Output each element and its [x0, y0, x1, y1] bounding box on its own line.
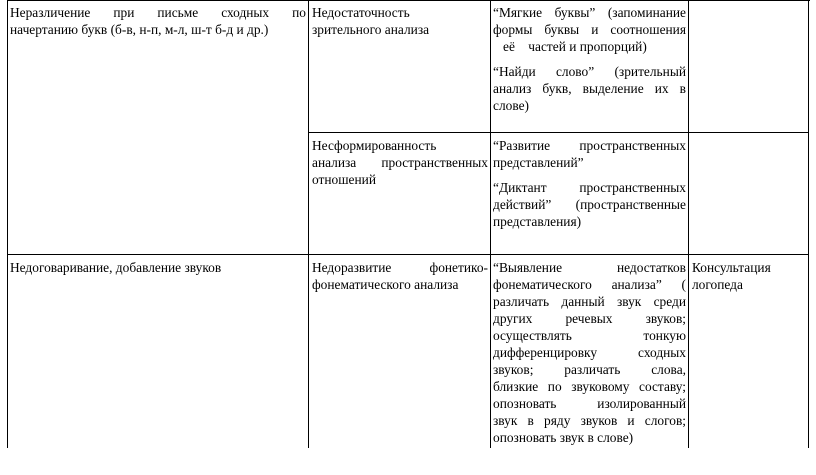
text-line: “Выявление недостатков	[493, 260, 686, 275]
text-line: дифференцировку сходных	[493, 345, 686, 360]
text-line: представлений”	[493, 155, 584, 170]
recommendation-cell-2	[692, 259, 806, 293]
text-line: зрительного анализа	[312, 22, 430, 37]
text-line: “Диктант пространственных	[493, 180, 686, 195]
col-divider-2	[490, 0, 491, 448]
row-divider-sub	[308, 132, 809, 133]
col-divider-1	[308, 0, 309, 448]
text-line: слове)	[493, 98, 529, 113]
problem-cell-2	[10, 259, 306, 276]
text-line: Недоразвитие фонетико-	[312, 260, 488, 275]
table-border-right	[808, 0, 809, 448]
text-line: Консультация	[692, 260, 771, 275]
text-line: звуков; различать слова,	[493, 362, 686, 377]
text-line: Несформированность	[312, 138, 437, 153]
problem-cell-1	[10, 4, 306, 38]
text-line: различать данный звук среди	[493, 294, 686, 309]
text-line: начертанию букв (б-в, н-п, м-л, ш-т б-д и др.)	[10, 22, 269, 37]
exercise-cell-2	[493, 259, 686, 446]
text-line: “Найди слово” (зрительный	[493, 64, 686, 79]
text-line: анализа пространственных	[312, 155, 488, 170]
text-line: отношений	[312, 172, 376, 187]
text-line: других речевых звуков;	[493, 311, 686, 326]
text-line: логопеда	[692, 277, 743, 292]
cause-cell-1b	[312, 137, 488, 188]
text-line: осуществлять тонкую	[493, 328, 686, 343]
col-divider-3	[688, 0, 689, 448]
cause-cell-1a	[312, 4, 488, 38]
text-line: Неразличение при письме сходных по	[10, 5, 306, 20]
text-line: “Мягкие буквы” (запоминание	[493, 5, 686, 20]
exercise-cell-1b	[493, 137, 686, 230]
row-divider-main	[7, 254, 809, 255]
table-border-top	[7, 0, 810, 1]
text-line: Недостаточность	[312, 5, 410, 20]
exercise-cell-1a	[493, 4, 686, 114]
text-line: её частей и пропорций)	[503, 39, 647, 54]
text-line: опозновать изолированный	[493, 396, 686, 411]
text-line: действий” (пространственные	[493, 197, 686, 212]
cause-cell-2	[312, 259, 488, 293]
text-line: фонематического анализа” (	[493, 277, 686, 292]
text-line: Недоговаривание, добавление звуков	[10, 260, 222, 275]
text-line: представления)	[493, 214, 582, 229]
text-line: формы буквы и соотношения	[493, 22, 686, 37]
text-line: звук в ряду звуков и слогов;	[493, 413, 686, 428]
text-line: “Развитие пространственных	[493, 138, 686, 153]
text-line: опозновать звук в слове)	[493, 430, 634, 445]
text-line: фонематического анализа	[312, 277, 459, 292]
text-line: анализ букв, выделение их в	[493, 81, 686, 96]
text-line: близкие по звуковому составу;	[493, 379, 686, 394]
table-border-left	[7, 0, 8, 448]
